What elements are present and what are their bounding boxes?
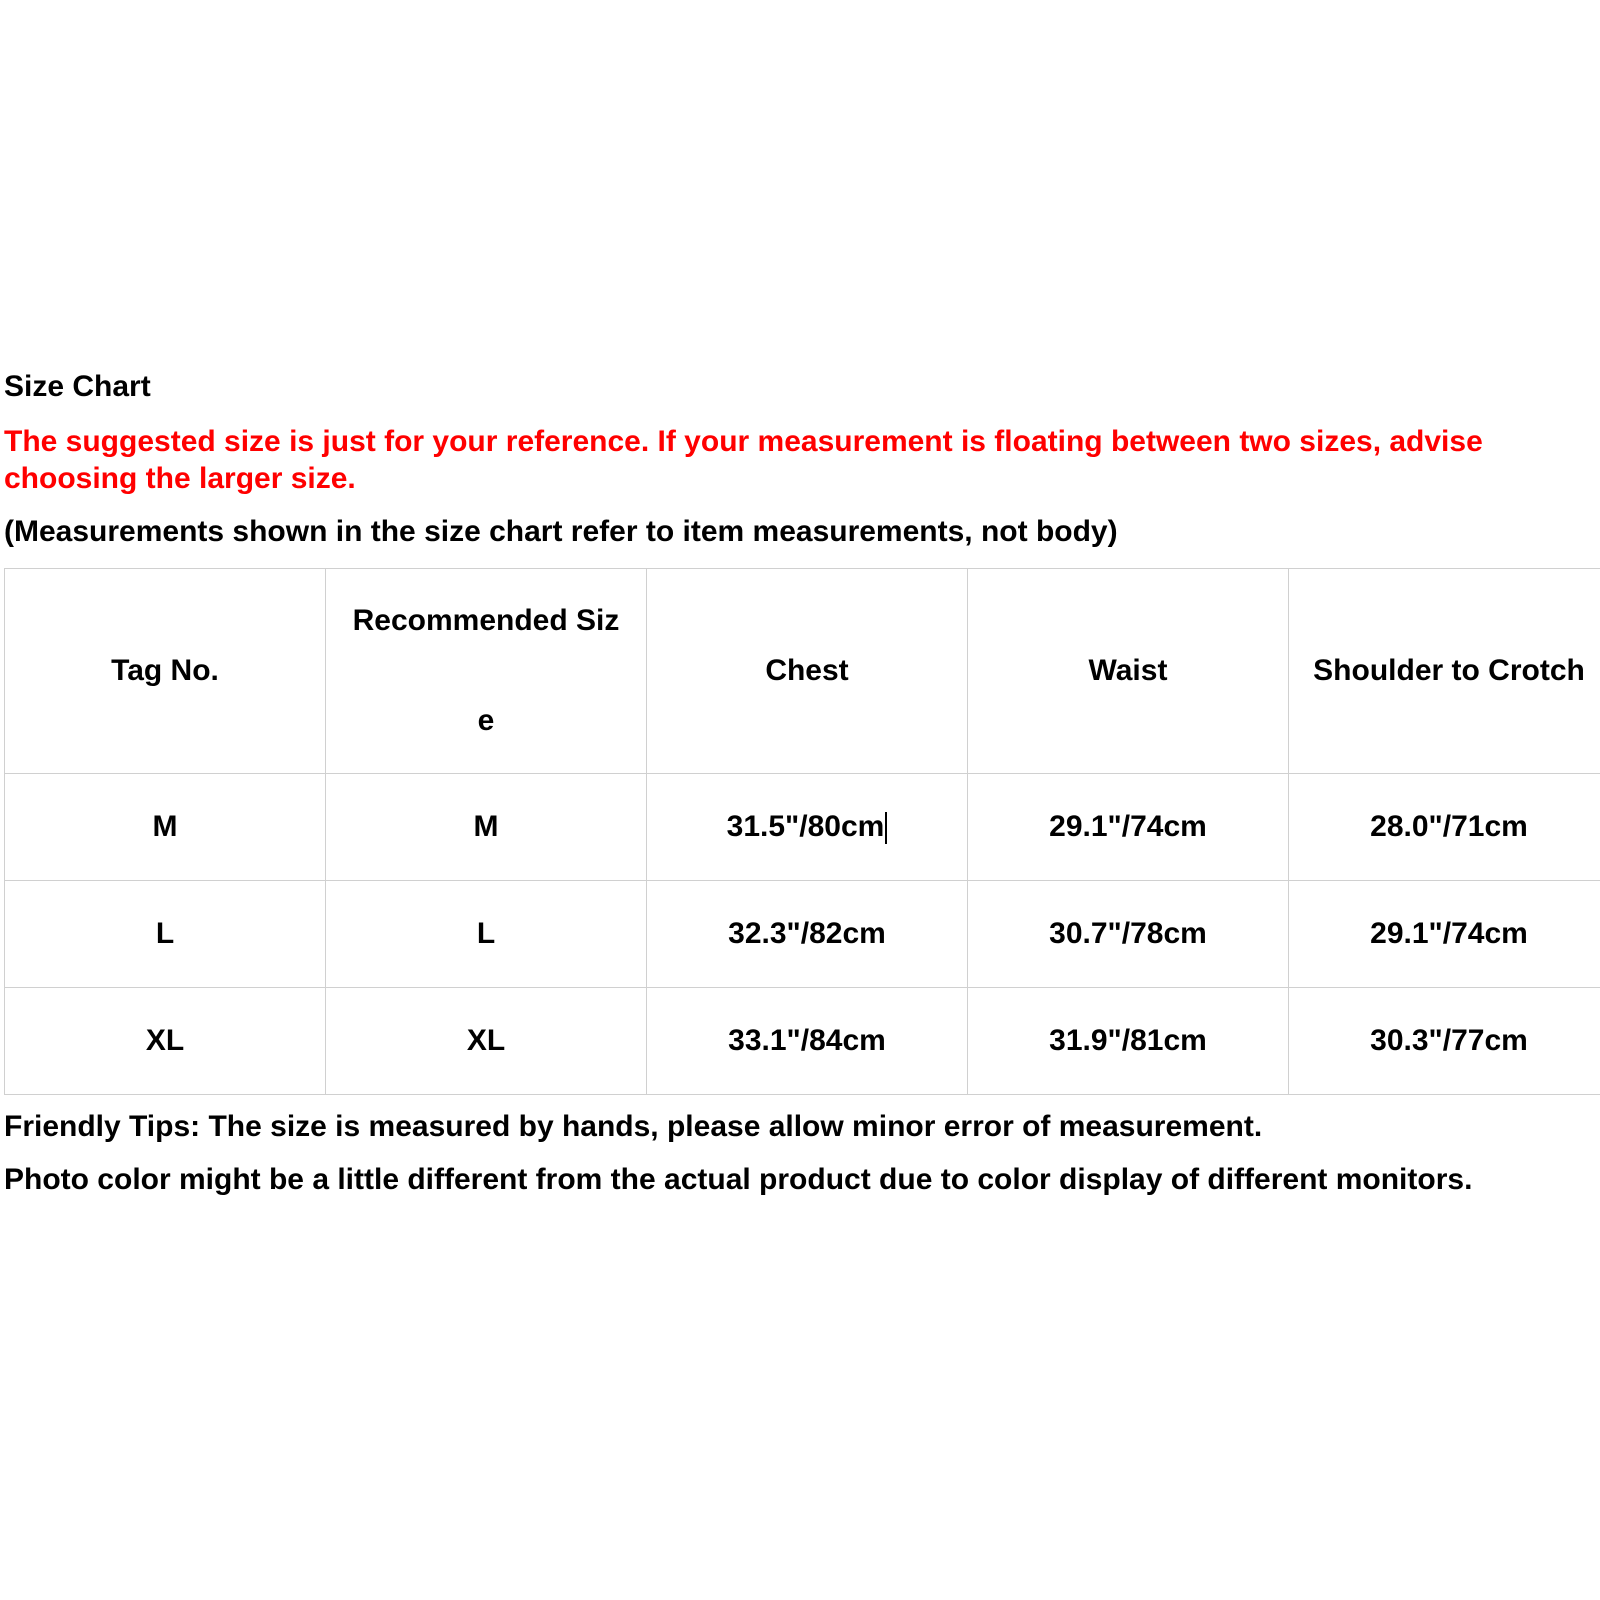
text-cursor bbox=[885, 812, 887, 844]
cell-chest: 33.1"/84cm bbox=[647, 988, 968, 1095]
header-recommended-size bbox=[326, 569, 647, 774]
cell-shoulder-to-crotch: 29.1"/74cm bbox=[1289, 881, 1600, 988]
table-row bbox=[5, 774, 1600, 881]
cell-tag-no: M bbox=[5, 774, 326, 881]
cell-tag-no: XL bbox=[5, 988, 326, 1095]
header-shoulder-to-crotch: Shoulder to Crotch bbox=[1289, 569, 1600, 774]
size-advice-note bbox=[4, 423, 1600, 497]
cell-shoulder-to-crotch: 30.3"/77cm bbox=[1289, 988, 1600, 1095]
table-header-row bbox=[5, 569, 1600, 774]
photo-color-note: Photo color might be a little different from the actual product due to color display of different monitors. bbox=[4, 1163, 1473, 1196]
header-recommended-size-part-2: e bbox=[477, 704, 495, 737]
page-title: Size Chart bbox=[4, 370, 151, 403]
cell-recommended-size: L bbox=[326, 881, 647, 988]
cell-recommended-size: XL bbox=[326, 988, 647, 1095]
size-advice-line-1: The suggested size is just for your reference. If your measurement is floating between two sizes, advise bbox=[4, 425, 1483, 458]
size-advice-line-2: choosing the larger size. bbox=[4, 462, 356, 495]
header-waist: Waist bbox=[968, 569, 1289, 774]
cell-recommended-size: M bbox=[326, 774, 647, 881]
header-chest: Chest bbox=[647, 569, 968, 774]
cell-tag-no: L bbox=[5, 881, 326, 988]
table-row bbox=[5, 988, 1600, 1095]
header-recommended-size-part-1: Recommended Siz bbox=[352, 604, 620, 637]
cell-waist: 31.9"/81cm bbox=[968, 988, 1289, 1095]
cell-shoulder-to-crotch: 28.0"/71cm bbox=[1289, 774, 1600, 881]
measurement-note: (Measurements shown in the size chart refer to item measurements, not body) bbox=[4, 515, 1118, 548]
size-chart-table bbox=[4, 568, 1600, 1095]
cell-waist: 29.1"/74cm bbox=[968, 774, 1289, 881]
header-tag-no: Tag No. bbox=[5, 569, 326, 774]
cell-chest bbox=[647, 774, 968, 881]
table-row bbox=[5, 881, 1600, 988]
friendly-tips: Friendly Tips: The size is measured by hands, please allow minor error of measurement. bbox=[4, 1110, 1263, 1143]
cell-chest-value: 31.5"/80cm bbox=[726, 809, 885, 843]
cell-waist: 30.7"/78cm bbox=[968, 881, 1289, 988]
cell-chest: 32.3"/82cm bbox=[647, 881, 968, 988]
